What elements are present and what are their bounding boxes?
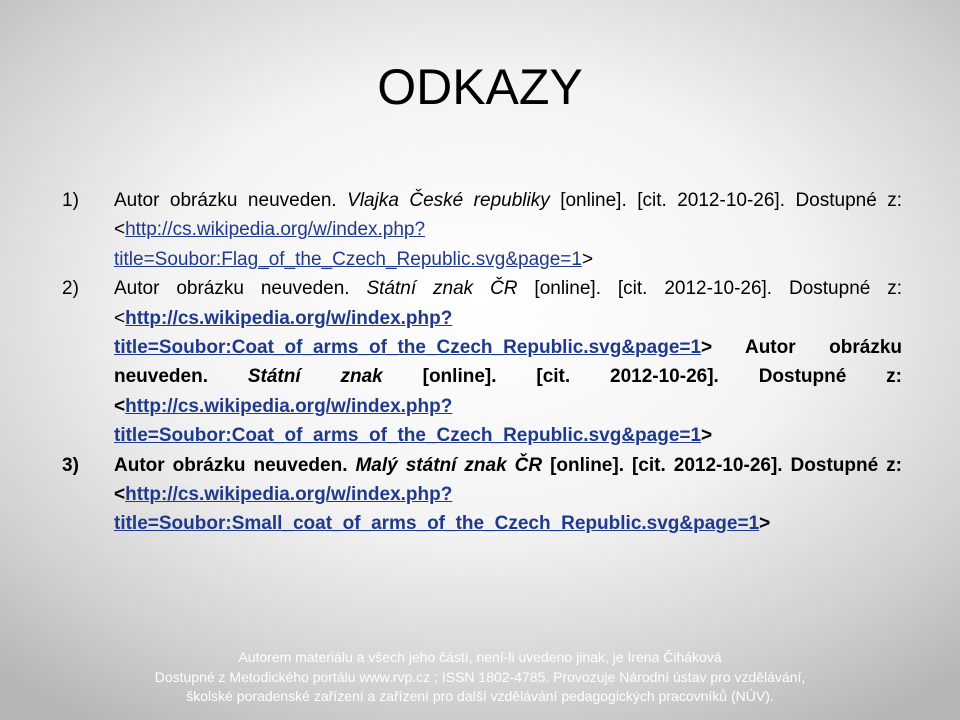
reference-number: 1) xyxy=(62,190,79,211)
reference-title: Vlajka České republiky xyxy=(347,190,550,211)
reference-part: > xyxy=(759,513,771,535)
reference-title: Malý státní znak ČR xyxy=(355,454,543,476)
reference-text xyxy=(114,186,902,274)
footer-source-line: Dostupné z Metodického portálu www.rvp.cz ; ISSN 1802-4785. Provozuje Národní ústav pro vzdělávání, xyxy=(154,668,806,685)
reference-part: > xyxy=(701,425,713,447)
reference-link[interactable]: http://cs.wikipedia.org/w/index.php?title=Soubor:Flag_of_the_Czech_Republic.svg&page=1 xyxy=(114,219,582,270)
reference-link[interactable]: http://cs.wikipedia.org/w/index.php?title=Soubor:Small_coat_of_arms_of_the_Czech_Republic.svg&page=1 xyxy=(114,484,760,535)
reference-title: Státní znak ČR xyxy=(366,278,518,300)
reference-link[interactable]: http://cs.wikipedia.org/w/index.php?title=Soubor:Coat_of_arms_of_the_Czech_Republic.svg&page=1 xyxy=(114,307,702,359)
reference-part: [online]. [cit. 2012-10-26]. Dostupné z: < xyxy=(114,278,903,329)
reference-item-2 xyxy=(62,274,902,450)
reference-item-1 xyxy=(62,186,902,274)
reference-link[interactable]: http://cs.wikipedia.org/w/index.php?title=Soubor:Coat_of_arms_of_the_Czech_Republic.svg&page=1 xyxy=(114,395,702,447)
reference-number: 2) xyxy=(62,278,79,300)
reference-list xyxy=(62,186,902,539)
reference-part: Autor obrázku neuveden. xyxy=(114,190,348,211)
reference-item-3 xyxy=(62,451,902,539)
reference-part: [online]. [cit. 2012-10-26]. Dostupné z: < xyxy=(114,190,903,241)
footer-author-line: Autorem materiálu a všech jeho částí, není-li uvedeno jinak, je Irena Čiháková xyxy=(238,649,722,665)
reference-part: [online]. [cit. 2012-10-26]. Dostupné z: < xyxy=(114,454,902,506)
footer-institution-line: školské poradenské zařízení a zařízení pro další vzdělávání pedagogických pracovníků (NÚV). xyxy=(186,688,774,704)
reference-part: Autor obrázku neuveden. xyxy=(114,454,356,476)
reference-part: [online]. [cit. 2012-10-26]. Dostupné z: < xyxy=(114,366,902,417)
reference-part: Autor obrázku neuveden. xyxy=(114,278,367,300)
reference-text xyxy=(114,451,902,539)
slide-title: ODKAZY xyxy=(377,59,583,115)
reference-text xyxy=(114,274,902,450)
reference-number: 3) xyxy=(62,454,79,476)
reference-part: > Autor obrázku neuveden. xyxy=(114,337,902,388)
footer xyxy=(0,648,960,707)
reference-part: > xyxy=(581,248,594,270)
reference-title: Státní znak xyxy=(247,366,383,388)
